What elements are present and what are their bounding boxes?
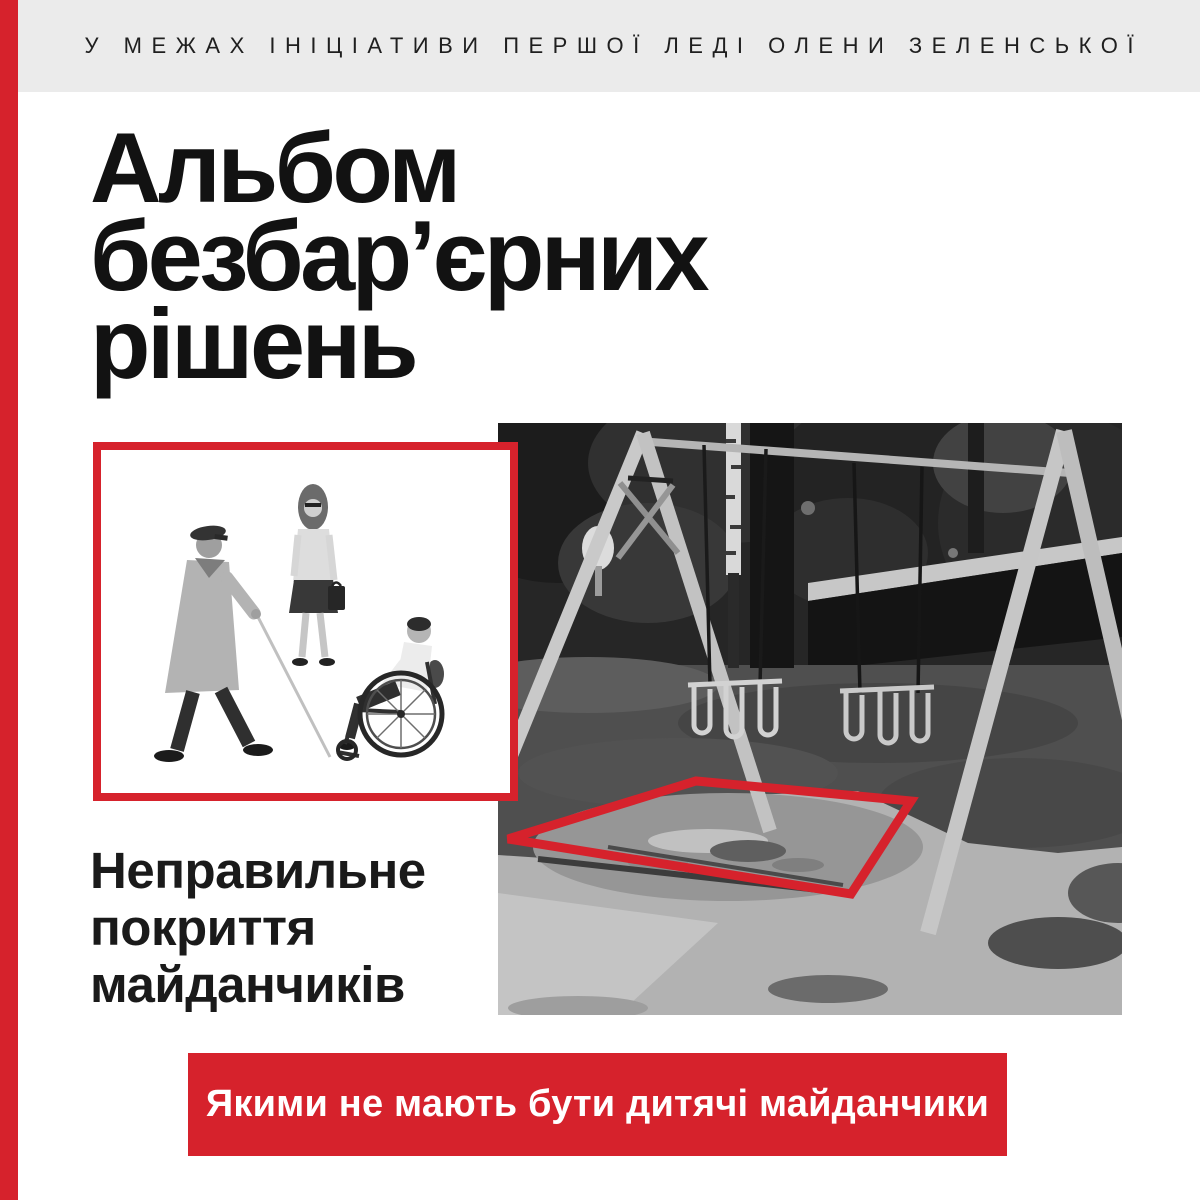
caption-line-3: майданчиків	[90, 956, 405, 1013]
playground-photo	[498, 423, 1122, 1015]
accessibility-figures-image	[93, 442, 518, 801]
initiative-label: У МЕЖАХ ІНІЦІАТИВИ ПЕРШОЇ ЛЕДІ ОЛЕНИ ЗЕЛЕНСЬКОЇ	[84, 33, 1143, 58]
top-banner	[18, 0, 1200, 92]
playground-illustration	[498, 423, 1122, 1015]
footer-label: Якими не мають бути дитячі майданчики	[205, 1083, 990, 1125]
caption-line-2: покриття	[90, 899, 316, 956]
woman-figure	[289, 484, 345, 666]
title-line-2: безбар’єрних	[90, 200, 707, 311]
wheelchair-user-figure	[337, 617, 444, 759]
figures-illustration	[101, 450, 510, 793]
left-accent-bar	[0, 0, 18, 1200]
title-line-3: рішень	[90, 288, 416, 399]
title-line-1: Альбом	[90, 112, 458, 223]
footer-banner	[188, 1053, 1007, 1156]
page-title	[90, 112, 707, 399]
caption-line-1: Неправильне	[90, 842, 426, 899]
problem-caption	[90, 842, 426, 1013]
